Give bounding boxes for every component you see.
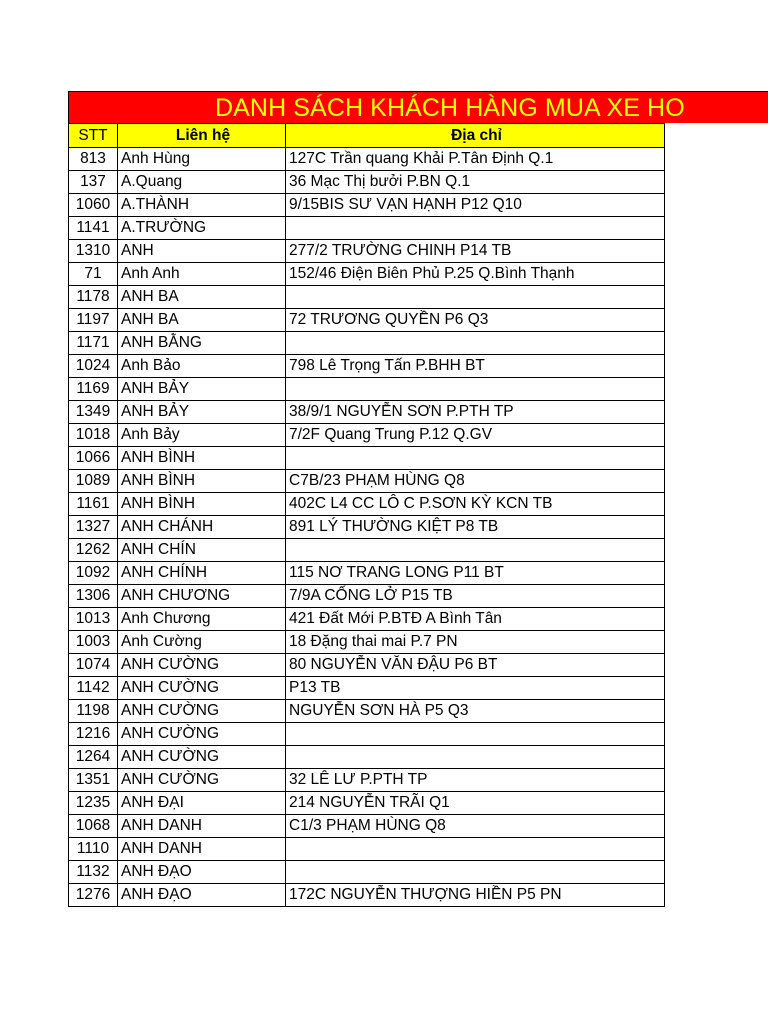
cell-contact[interactable]: A.Quang bbox=[118, 171, 286, 194]
cell-contact[interactable]: ANH DANH bbox=[118, 838, 286, 861]
table-row bbox=[69, 493, 665, 516]
header-contact: Liên hệ bbox=[118, 124, 286, 148]
cell-stt[interactable]: 1142 bbox=[69, 677, 118, 700]
table-row bbox=[69, 677, 665, 700]
cell-contact[interactable]: ANH CƯỜNG bbox=[118, 769, 286, 792]
table-row bbox=[69, 424, 665, 447]
cell-contact[interactable]: Anh Bảo bbox=[118, 355, 286, 378]
cell-stt[interactable]: 1235 bbox=[69, 792, 118, 815]
cell-contact[interactable]: A.TRƯỜNG bbox=[118, 217, 286, 240]
cell-address[interactable]: 38/9/1 NGUYỄN SƠN P.PTH TP bbox=[286, 401, 665, 424]
table-row bbox=[69, 148, 665, 171]
cell-contact[interactable]: ANH BÌNH bbox=[118, 493, 286, 516]
table-row bbox=[69, 769, 665, 792]
table-row bbox=[69, 309, 665, 332]
cell-address[interactable]: 152/46 Điện Biên Phủ P.25 Q.Bình Thạnh bbox=[286, 263, 665, 286]
cell-contact[interactable]: Anh Bảy bbox=[118, 424, 286, 447]
cell-address[interactable]: 798 Lê Trọng Tấn P.BHH BT bbox=[286, 355, 665, 378]
cell-contact[interactable]: ANH ĐẠO bbox=[118, 861, 286, 884]
table-row bbox=[69, 838, 665, 861]
cell-address[interactable]: 402C L4 CC LÔ C P.SƠN KỲ KCN TB bbox=[286, 493, 665, 516]
table-row bbox=[69, 654, 665, 677]
table-row bbox=[69, 171, 665, 194]
cell-stt[interactable]: 137 bbox=[69, 171, 118, 194]
cell-stt[interactable]: 1349 bbox=[69, 401, 118, 424]
cell-contact[interactable]: ANH BÌNH bbox=[118, 470, 286, 493]
cell-address[interactable] bbox=[286, 378, 665, 401]
table-row bbox=[69, 217, 665, 240]
cell-contact[interactable]: ANH ĐẠI bbox=[118, 792, 286, 815]
cell-address[interactable]: 32 LÊ LƯ P.PTH TP bbox=[286, 769, 665, 792]
cell-address[interactable]: 7/2F Quang Trung P.12 Q.GV bbox=[286, 424, 665, 447]
cell-address[interactable]: 115 NƠ TRANG LONG P11 BT bbox=[286, 562, 665, 585]
cell-contact[interactable]: ANH CHÍNH bbox=[118, 562, 286, 585]
cell-contact[interactable]: Anh Cường bbox=[118, 631, 286, 654]
table-row bbox=[69, 631, 665, 654]
cell-stt[interactable]: 1198 bbox=[69, 700, 118, 723]
cell-address[interactable]: 421 Đất Mới P.BTĐ A Bình Tân bbox=[286, 608, 665, 631]
cell-stt[interactable]: 1306 bbox=[69, 585, 118, 608]
cell-contact[interactable]: ANH CƯỜNG bbox=[118, 723, 286, 746]
table-row bbox=[69, 792, 665, 815]
cell-address[interactable]: NGUYỄN SƠN HÀ P5 Q3 bbox=[286, 700, 665, 723]
cell-contact[interactable]: Anh Hùng bbox=[118, 148, 286, 171]
cell-address[interactable] bbox=[286, 861, 665, 884]
cell-address[interactable]: 80 NGUYỄN VĂN ĐẬU P6 BT bbox=[286, 654, 665, 677]
sheet-title: DANH SÁCH KHÁCH HÀNG MUA XE HO bbox=[215, 94, 685, 122]
cell-stt[interactable]: 1110 bbox=[69, 838, 118, 861]
cell-address[interactable] bbox=[286, 332, 665, 355]
table-row bbox=[69, 263, 665, 286]
table-row bbox=[69, 194, 665, 217]
cell-address[interactable]: C7B/23 PHẠM HÙNG Q8 bbox=[286, 470, 665, 493]
table-row bbox=[69, 332, 665, 355]
cell-stt[interactable]: 1169 bbox=[69, 378, 118, 401]
cell-contact[interactable]: ANH BA bbox=[118, 286, 286, 309]
cell-stt[interactable]: 1327 bbox=[69, 516, 118, 539]
cell-stt[interactable]: 71 bbox=[69, 263, 118, 286]
cell-contact[interactable]: Anh Chương bbox=[118, 608, 286, 631]
cell-address[interactable]: 9/15BIS SƯ VẠN HẠNH P12 Q10 bbox=[286, 194, 665, 217]
cell-address[interactable] bbox=[286, 838, 665, 861]
cell-address[interactable] bbox=[286, 723, 665, 746]
cell-stt[interactable]: 1178 bbox=[69, 286, 118, 309]
table-row bbox=[69, 884, 665, 907]
cell-contact[interactable]: ANH CHƯƠNG bbox=[118, 585, 286, 608]
header-row bbox=[69, 124, 665, 148]
cell-stt[interactable]: 1066 bbox=[69, 447, 118, 470]
cell-address[interactable]: 277/2 TRƯỜNG CHINH P14 TB bbox=[286, 240, 665, 263]
cell-contact[interactable]: ANH BẢY bbox=[118, 378, 286, 401]
cell-address[interactable]: 36 Mạc Thị bưởi P.BN Q.1 bbox=[286, 171, 665, 194]
table-row bbox=[69, 447, 665, 470]
cell-stt[interactable]: 1003 bbox=[69, 631, 118, 654]
table-row bbox=[69, 746, 665, 769]
customer-table bbox=[68, 123, 665, 907]
cell-stt[interactable]: 1161 bbox=[69, 493, 118, 516]
table-row bbox=[69, 539, 665, 562]
table-row bbox=[69, 355, 665, 378]
cell-stt[interactable]: 1013 bbox=[69, 608, 118, 631]
cell-address[interactable] bbox=[286, 217, 665, 240]
cell-contact[interactable]: ANH CƯỜNG bbox=[118, 700, 286, 723]
cell-address[interactable] bbox=[286, 286, 665, 309]
table-row bbox=[69, 723, 665, 746]
table-row bbox=[69, 401, 665, 424]
cell-contact[interactable]: ANH BÌNH bbox=[118, 447, 286, 470]
table-row bbox=[69, 608, 665, 631]
table-row bbox=[69, 562, 665, 585]
cell-stt[interactable]: 1089 bbox=[69, 470, 118, 493]
header-address: Địa chỉ bbox=[286, 124, 665, 148]
cell-address[interactable]: 18 Đặng thai mai P.7 PN bbox=[286, 631, 665, 654]
cell-contact[interactable]: ANH CHÍN bbox=[118, 539, 286, 562]
cell-stt[interactable]: 1310 bbox=[69, 240, 118, 263]
cell-address[interactable]: 214 NGUYỄN TRÃI Q1 bbox=[286, 792, 665, 815]
table-row bbox=[69, 815, 665, 838]
table-row bbox=[69, 516, 665, 539]
cell-address[interactable]: 72 TRƯƠNG QUYỀN P6 Q3 bbox=[286, 309, 665, 332]
cell-contact[interactable]: ANH CƯỜNG bbox=[118, 746, 286, 769]
cell-address[interactable]: C1/3 PHẠM HÙNG Q8 bbox=[286, 815, 665, 838]
cell-address[interactable]: P13 TB bbox=[286, 677, 665, 700]
cell-stt[interactable]: 1068 bbox=[69, 815, 118, 838]
cell-stt[interactable]: 1171 bbox=[69, 332, 118, 355]
title-bar bbox=[68, 91, 768, 123]
cell-address[interactable]: 172C NGUYỄN THƯỢNG HIỀN P5 PN bbox=[286, 884, 665, 907]
cell-stt[interactable]: 813 bbox=[69, 148, 118, 171]
cell-stt[interactable]: 1351 bbox=[69, 769, 118, 792]
cell-address[interactable]: 127C Trần quang Khải P.Tân Định Q.1 bbox=[286, 148, 665, 171]
cell-stt[interactable]: 1141 bbox=[69, 217, 118, 240]
table-row bbox=[69, 861, 665, 884]
cell-stt[interactable]: 1092 bbox=[69, 562, 118, 585]
cell-stt[interactable]: 1132 bbox=[69, 861, 118, 884]
cell-stt[interactable]: 1060 bbox=[69, 194, 118, 217]
cell-contact[interactable]: ANH CƯỜNG bbox=[118, 677, 286, 700]
cell-contact[interactable]: ANH bbox=[118, 240, 286, 263]
cell-contact[interactable]: Anh Anh bbox=[118, 263, 286, 286]
cell-contact[interactable]: ANH BẢY bbox=[118, 401, 286, 424]
cell-address[interactable] bbox=[286, 447, 665, 470]
cell-contact[interactable]: ANH BA bbox=[118, 309, 286, 332]
table-row bbox=[69, 585, 665, 608]
cell-contact[interactable]: ANH ĐẠO bbox=[118, 884, 286, 907]
spreadsheet bbox=[68, 91, 768, 907]
cell-stt[interactable]: 1018 bbox=[69, 424, 118, 447]
cell-stt[interactable]: 1264 bbox=[69, 746, 118, 769]
table-row bbox=[69, 240, 665, 263]
table-row bbox=[69, 470, 665, 493]
table-body bbox=[69, 148, 665, 907]
table-row bbox=[69, 378, 665, 401]
cell-stt[interactable]: 1262 bbox=[69, 539, 118, 562]
cell-contact[interactable]: ANH DANH bbox=[118, 815, 286, 838]
cell-address[interactable] bbox=[286, 539, 665, 562]
cell-stt[interactable]: 1276 bbox=[69, 884, 118, 907]
cell-contact[interactable]: ANH CƯỜNG bbox=[118, 654, 286, 677]
cell-address[interactable] bbox=[286, 746, 665, 769]
table-row bbox=[69, 286, 665, 309]
cell-stt[interactable]: 1024 bbox=[69, 355, 118, 378]
cell-address[interactable]: 7/9A CỐNG LỞ P15 TB bbox=[286, 585, 665, 608]
cell-stt[interactable]: 1074 bbox=[69, 654, 118, 677]
cell-contact[interactable]: ANH CHÁNH bbox=[118, 516, 286, 539]
cell-stt[interactable]: 1197 bbox=[69, 309, 118, 332]
header-stt: STT bbox=[69, 124, 118, 148]
table-row bbox=[69, 700, 665, 723]
cell-stt[interactable]: 1216 bbox=[69, 723, 118, 746]
cell-address[interactable]: 891 LÝ THƯỜNG KIỆT P8 TB bbox=[286, 516, 665, 539]
cell-contact[interactable]: ANH BẰNG bbox=[118, 332, 286, 355]
cell-contact[interactable]: A.THÀNH bbox=[118, 194, 286, 217]
